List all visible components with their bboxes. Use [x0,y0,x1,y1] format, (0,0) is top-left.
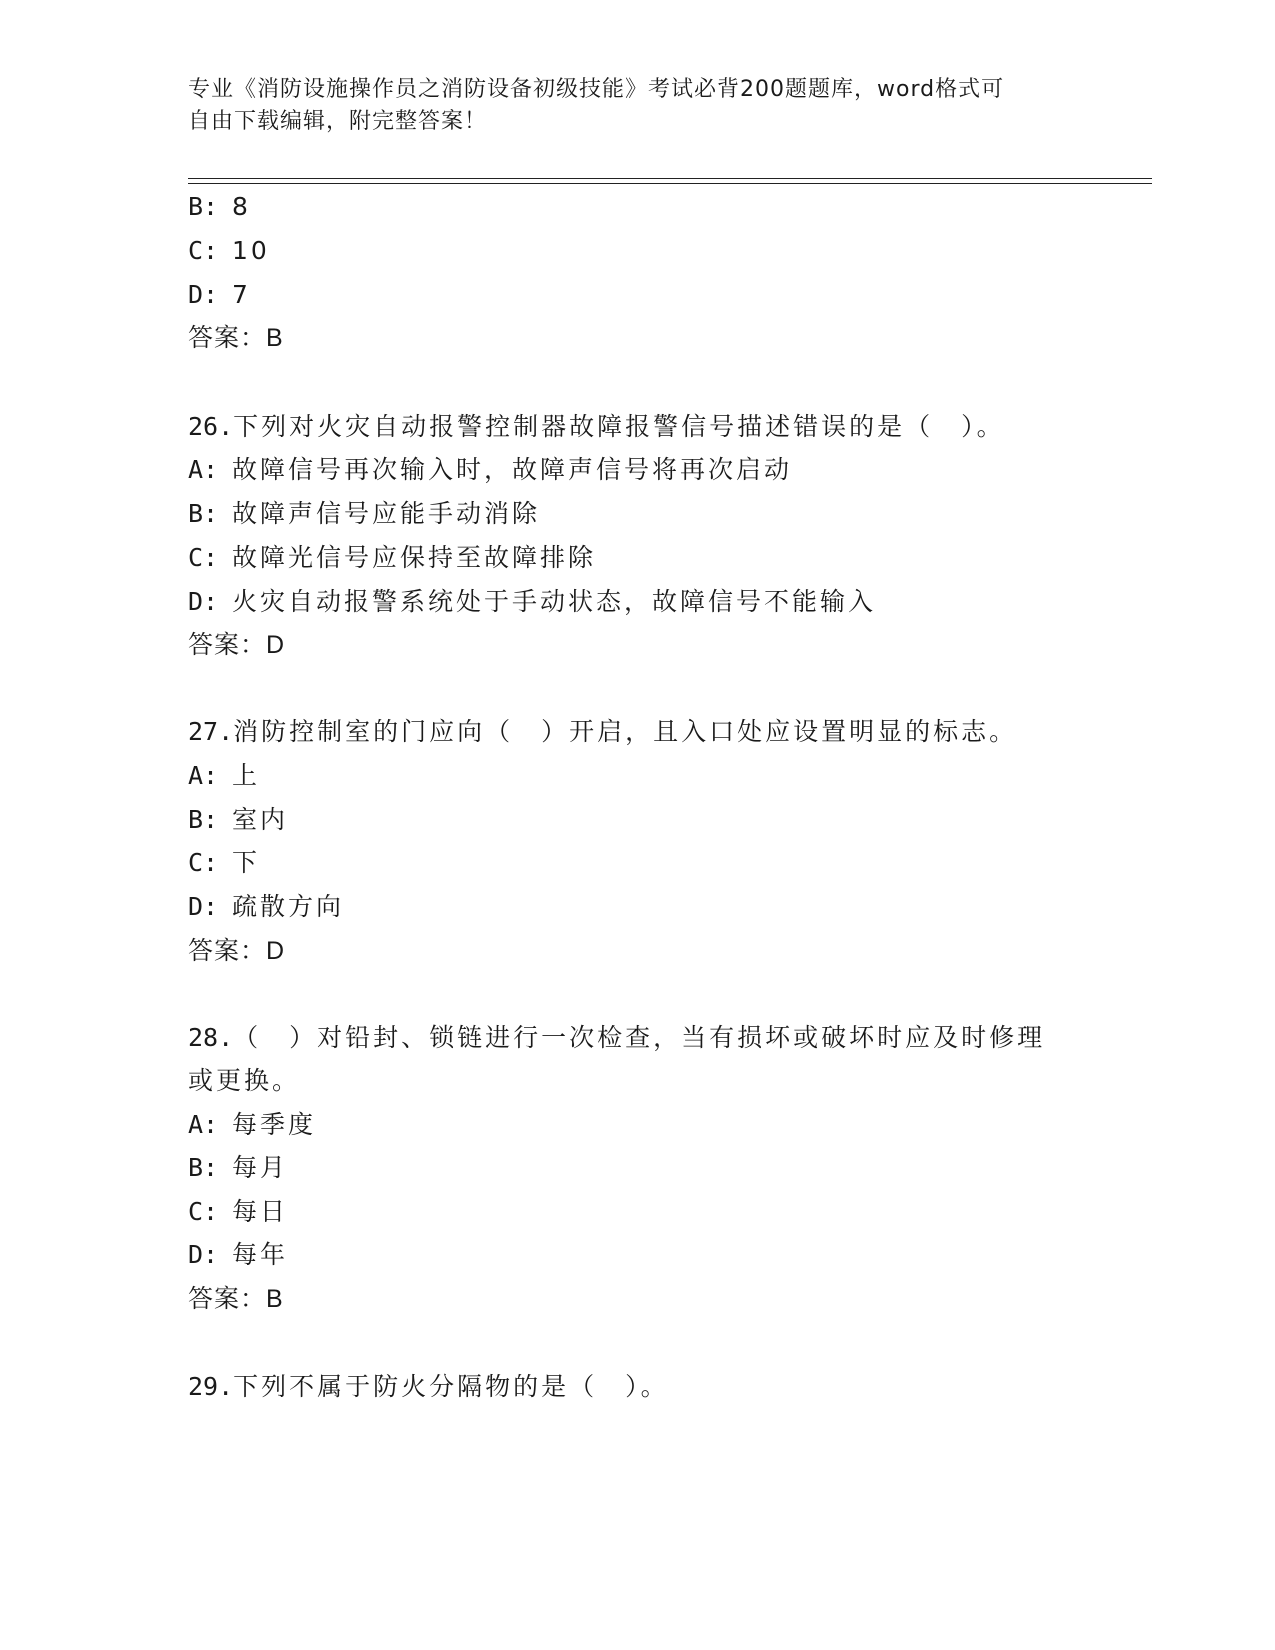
option-text: 7 [232,280,251,309]
option-a: A: 上 [188,761,261,790]
header-divider-top [188,178,1152,179]
question-text: 下列对火灾自动报警控制器故障报警信号描述错误的是（ ）。 [233,412,1005,441]
option-text: 每月 [232,1153,289,1182]
question-29 [188,1372,669,1402]
option-text: 10 [232,236,270,265]
option-text: 每年 [232,1240,289,1269]
header-line-2: 自由下载编辑，附完整答案！ [188,109,488,134]
option-text: 每日 [232,1197,289,1226]
question-text: （ ）对铅封、锁链进行一次检查，当有损坏或破坏时应及时修理 [233,1023,1046,1052]
header-line-1: 专业《消防设施操作员之消防设备初级技能》考试必背200题题库，word格式可 [188,77,1005,102]
option-d: D: 疏散方向 [188,892,345,921]
document-header [188,74,1088,138]
option-text: 下 [232,848,261,877]
option-text: 室内 [232,805,289,834]
answer: 答案：B [188,1285,284,1313]
option-d: D: 7 [188,280,251,309]
option-text: 8 [232,192,251,221]
question-27 [188,717,1017,747]
option-b: B: 8 [188,192,251,221]
option-d: D: 火灾自动报警系统处于手动状态，故障信号不能输入 [188,587,877,616]
answer: 答案：D [188,631,286,659]
option-text: 上 [232,761,261,790]
question-text: 下列不属于防火分隔物的是（ ）。 [233,1372,669,1401]
option-text: 疏散方向 [232,892,345,921]
question-text: 消防控制室的门应向（ ）开启，且入口处应设置明显的标志。 [233,717,1018,746]
question-number: 29. [188,1372,234,1401]
option-c: C: 每日 [188,1197,289,1226]
option-b: B: 故障声信号应能手动消除 [188,499,541,528]
option-a: A: 每季度 [188,1110,317,1139]
option-c: C: 故障光信号应保持至故障排除 [188,543,597,572]
option-c: C: 10 [188,236,270,265]
question-number: 27. [188,717,234,746]
option-text: 故障声信号应能手动消除 [232,499,541,528]
question-28-continued: 或更换。 [188,1066,301,1095]
option-b: B: 室内 [188,805,289,834]
option-b: B: 每月 [188,1153,289,1182]
answer: 答案：B [188,324,284,352]
option-text: 火灾自动报警系统处于手动状态，故障信号不能输入 [232,587,877,616]
answer: 答案：D [188,937,286,965]
option-a: A: 故障信号再次输入时，故障声信号将再次启动 [188,455,793,484]
question-28 [188,1023,1045,1053]
question-26 [188,412,1005,442]
option-text: 每季度 [232,1110,317,1139]
option-c: C: 下 [188,848,261,877]
header-divider-bottom [188,183,1152,184]
option-text: 故障信号再次输入时，故障声信号将再次启动 [232,455,793,484]
question-number: 26. [188,412,234,441]
option-d: D: 每年 [188,1240,289,1269]
question-number: 28. [188,1023,234,1052]
option-text: 故障光信号应保持至故障排除 [232,543,597,572]
